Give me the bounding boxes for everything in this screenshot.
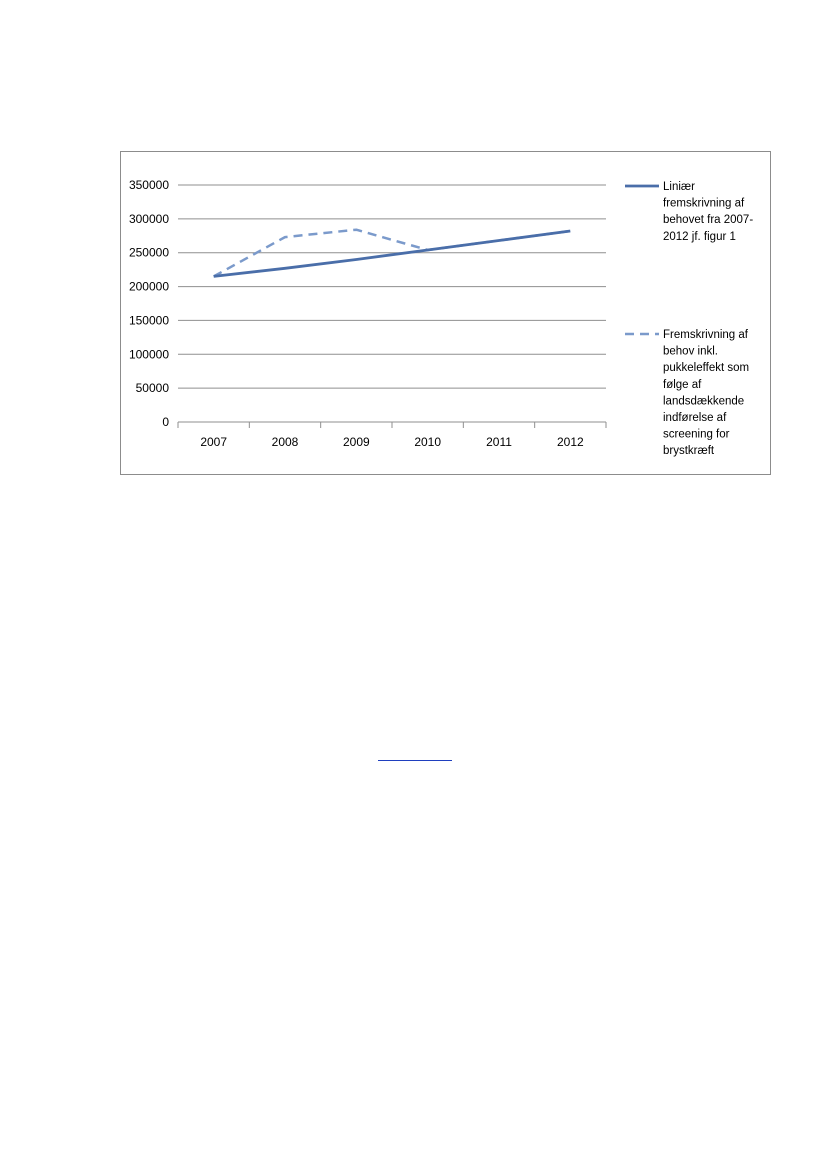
- legend-label-1: fremskrivning af: [663, 197, 745, 210]
- legend-label-2: følge af: [663, 378, 702, 391]
- y-tick-label: 0: [162, 415, 169, 429]
- legend-label-2: landsdækkende: [663, 395, 745, 408]
- legend-label-2: screening for: [663, 428, 730, 441]
- y-tick-label: 350000: [128, 178, 169, 192]
- legend-label-2: pukkeleffekt som: [663, 362, 750, 375]
- legend-label-1: behovet fra 2007-: [663, 214, 754, 227]
- chart-frame: [120, 151, 771, 475]
- series-line-liniaer: [214, 231, 571, 276]
- legend-label-1: Liniær: [663, 181, 695, 193]
- hyperlink-underline[interactable]: [378, 760, 452, 761]
- y-tick-label: 300000: [128, 211, 169, 226]
- legend-label-2: Fremskrivning af: [663, 329, 748, 341]
- x-tick-label: 2008: [271, 435, 299, 449]
- x-tick-label: 2009: [342, 435, 370, 449]
- legend-label-2: behov inkl.: [663, 345, 718, 358]
- gridlines: [178, 185, 606, 388]
- y-tick-label: 50000: [135, 381, 169, 396]
- x-tick-labels: [200, 435, 584, 449]
- axes: [178, 422, 606, 428]
- y-tick-label: 250000: [128, 245, 169, 260]
- legend-label-1: 2012 jf. figur 1: [663, 230, 736, 243]
- legend: [625, 181, 753, 457]
- x-tick-label: 2007: [200, 435, 228, 449]
- y-tick-labels: [129, 178, 169, 429]
- x-tick-label: 2011: [486, 435, 512, 449]
- y-tick-label: 150000: [128, 313, 169, 328]
- x-tick-label: 2012: [556, 435, 584, 449]
- x-tick-label: 2010: [414, 435, 442, 449]
- y-tick-label: 200000: [128, 279, 169, 294]
- legend-label-2: indførelse af: [663, 412, 727, 424]
- y-tick-label: 100000: [128, 347, 169, 362]
- legend-label-2: brystkræft: [663, 445, 715, 458]
- line-chart: [121, 152, 772, 476]
